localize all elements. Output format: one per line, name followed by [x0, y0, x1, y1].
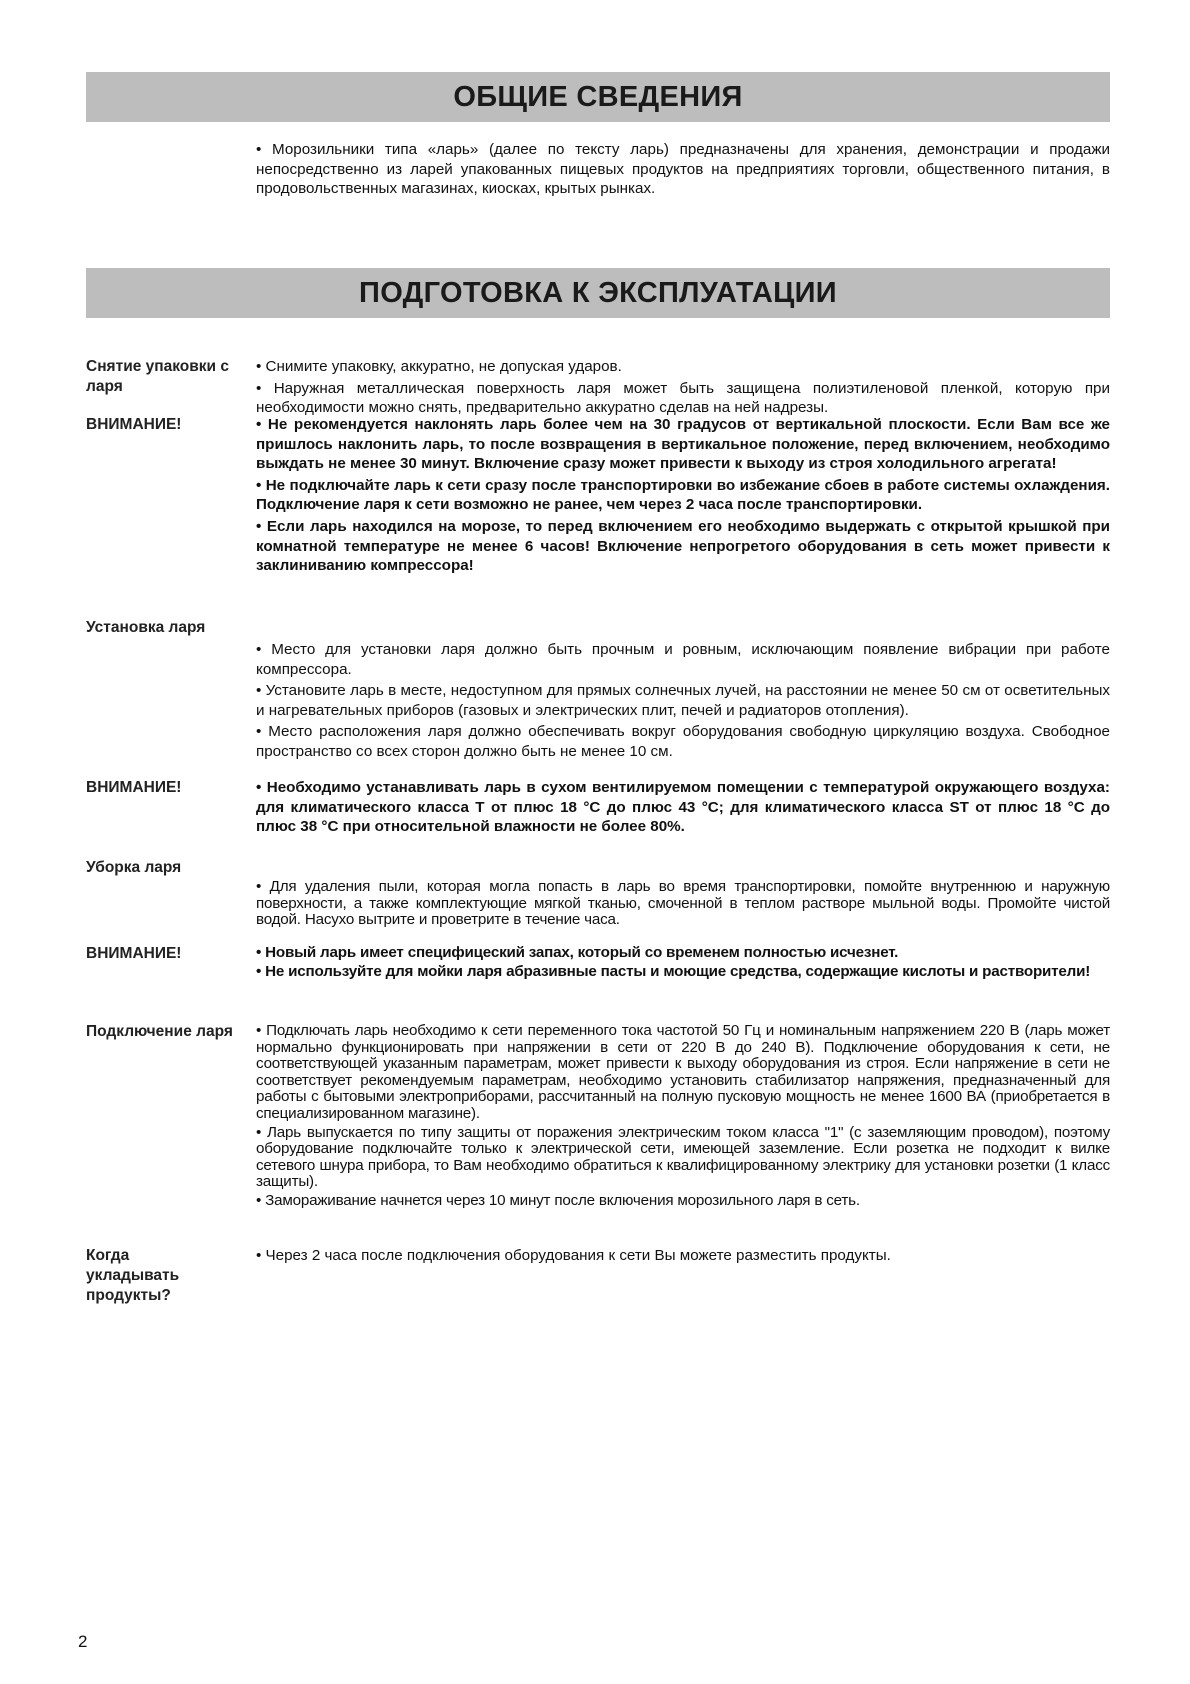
when-text: [256, 1246, 1110, 1268]
label-connect: Подключение ларя: [86, 1023, 233, 1040]
section-heading-preparation: ПОДГОТОВКА К ЭКСПЛУАТАЦИИ: [86, 268, 1110, 318]
paragraph: • Снимите упаковку, аккуратно, не допуская ударов.: [256, 358, 622, 375]
paragraph: • Место расположения ларя должно обеспечивать вокруг оборудования свободную циркуляцию воздуха. Свободное пространство со всех сторон должно быть не менее 10 см.: [256, 723, 1110, 760]
paragraph: • Необходимо устанавливать ларь в сухом вентилируемом помещении с температурой окружающего воздуха: для климатического класса T от плюс 18 °С до плюс 43 °С; для климатического класса ST от плюс 18 °С до плюс 38 °С при относительной влажности не более 80%.: [256, 779, 1110, 836]
install-text: [256, 640, 1110, 764]
warning-text: [256, 415, 1110, 578]
general-text: [256, 140, 1110, 201]
section-heading-general: ОБЩИЕ СВЕДЕНИЯ: [86, 72, 1110, 122]
warning-text: [256, 945, 1110, 982]
paragraph: • Установите ларь в месте, недоступном для прямых солнечных лучей, на расстоянии не менее 50 см от осветительных и нагревательных приборов (газовых и электрических плит, печей и радиаторов отопления).: [256, 682, 1110, 719]
label-warning: ВНИМАНИЕ!: [86, 416, 182, 433]
paragraph: • Место для установки ларя должно быть прочным и ровным, исключающим появление вибрации при работе компрессора.: [256, 641, 1110, 678]
paragraph: • Замораживание начнется через 10 минут после включения морозильного ларя в сеть.: [256, 1191, 860, 1209]
label-clean: Уборка ларя: [86, 859, 182, 876]
clean-text: [256, 879, 1110, 931]
warning-text: [256, 778, 1110, 839]
label-when: Когда укладывать продукты?: [86, 1247, 180, 1304]
connect-text: [256, 1023, 1110, 1212]
page-number: 2: [78, 1632, 88, 1651]
label-warning: ВНИМАНИЕ!: [86, 945, 182, 962]
label-install: Установка ларя: [86, 619, 206, 636]
unpack-text: [256, 357, 1110, 420]
paragraph: • Новый ларь имеет специфицеский запах, который со временем полностью исчезнет.: [256, 944, 899, 961]
paragraph: • Через 2 часа после подключения оборудования к сети Вы можете разместить продукты.: [256, 1247, 891, 1264]
paragraph: • Не подключайте ларь к сети сразу после транспортировки во избежание сбоев в работе системы охлаждения. Подключение ларя к сети возможно не ранее, чем через 2 часа после транспортировки.: [256, 476, 1110, 514]
paragraph: • Если ларь находился на морозе, то перед включением его необходимо выдержать с открытой крышкой при комнатной температуре не менее 6 часов! Включение непрогретого оборудования в сеть может привести к заклиниванию компрессора!: [256, 517, 1110, 575]
paragraph: • Подключать ларь необходимо к сети переменного тока частотой 50 Гц и номинальным напряжением 220 В (ларь может нормально функционировать при напряжении в сети от 220 В до 240 В). Подключение оборудования к сети, не соответствующей указанным параметрам, может привести к выходу оборудования из строя. Если напряжение в сети не соответствует рекомендуемым параметрам, необходимо установить стабилизатор напряжения, предназначенный для работы с бытовыми электроприборами, рассчитанный на полную пусковую мощность не менее 1600 ВА (приобретается в специализированном магазине).: [256, 1022, 1110, 1122]
paragraph: • Морозильники типа «ларь» (далее по тексту ларь) предназначены для хранения, демонстрации и продажи непосредственно из ларей упакованных пищевых продуктов на предприятиях торговли, общественного питания, в продовольственных магазинах, киосках, крытых рынках.: [256, 141, 1110, 198]
paragraph: • Не рекомендуется наклонять ларь более чем на 30 градусов от вертикальной плоскости. Если Вам все же пришлось наклонить ларь, то после возвращения в вертикальное положение, перед включением, необходимо выждать не менее 30 минут. Включение сразу может привести к выходу из строя холодильного агрегата!: [256, 416, 1110, 473]
paragraph: • Для удаления пыли, которая могла попасть в ларь во время транспортировки, помойте внутреннюю и наружную поверхности, а также комплектующие мягкой тканью, смоченной в теплом растворе мыльной воды. Промойте чистой водой. Насухо вытрите и проветрите в течение часа.: [256, 878, 1110, 929]
paragraph: • Ларь выпускается по типу защиты от поражения электрическим током класса "1" (с заземляющим проводом), поэтому оборудование подключайте только к электрической сети, имеющей заземление. Если розетка не подходит к вилке сетевого шнура прибора, то Вам необходимо обратиться к квалифицированному электрику для установки розетки (1 класс защиты).: [256, 1123, 1110, 1191]
paragraph: • Наружная металлическая поверхность ларя может быть защищена полиэтиленовой пленкой, которую при необходимости можно снять, предварительно аккуратно сделав на ней надрезы.: [256, 379, 1110, 417]
label-unpack: Снятие упаковки с ларя: [86, 358, 230, 395]
paragraph: • Не используйте для мойки ларя абразивные пасты и моющие средства, содержащие кислоты и растворители!: [256, 962, 1091, 980]
label-warning: ВНИМАНИЕ!: [86, 779, 182, 796]
